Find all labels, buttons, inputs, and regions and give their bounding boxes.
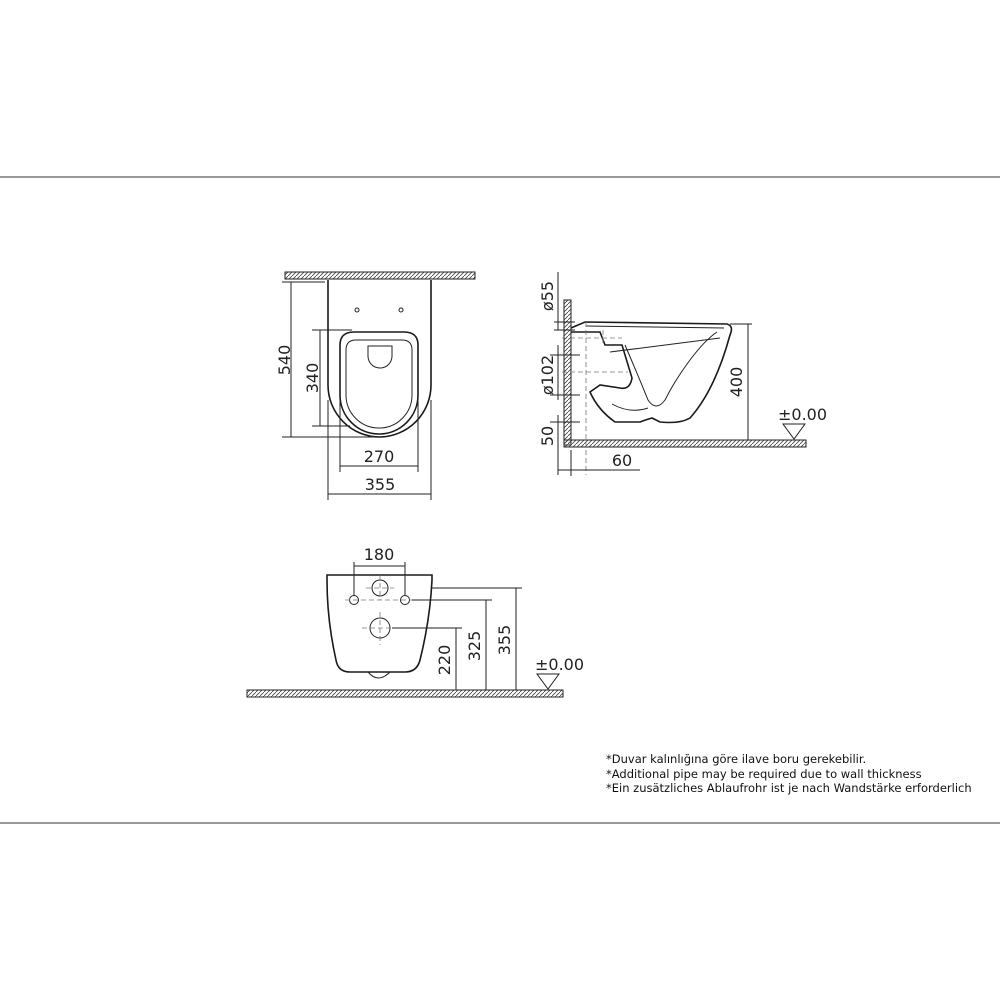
dim-depth-total: 540 xyxy=(275,344,294,376)
dim-fixing-distance: 180 xyxy=(363,545,395,564)
side-view-floor xyxy=(564,440,806,447)
dim-width-total: 355 xyxy=(364,475,396,494)
side-view-trap xyxy=(625,332,717,406)
footnotes xyxy=(606,752,972,796)
top-view-seat-inner xyxy=(346,340,412,428)
top-view-seat xyxy=(340,332,418,434)
dim-seat-width: 270 xyxy=(363,447,395,466)
side-view-rim-line xyxy=(586,326,724,328)
dim-rim-height: 400 xyxy=(727,366,746,398)
dim-bottom-offset: 50 xyxy=(538,425,557,447)
note-german: *Ein zusätzliches Ablaufrohr ist je nach Wandstärke erforderlich xyxy=(606,781,972,795)
dim-seat-depth: 340 xyxy=(303,362,322,394)
front-view-floor-level: ±0.00 xyxy=(535,655,585,674)
top-view-wall xyxy=(285,272,475,279)
top-view-flush-hole xyxy=(368,346,392,368)
front-view-floor xyxy=(247,690,563,697)
front-view-outlet xyxy=(368,672,390,678)
dim-outlet-diameter: ø55 xyxy=(538,280,557,312)
side-view-floor-level: ±0.00 xyxy=(778,405,828,424)
top-view xyxy=(275,272,475,500)
dim-drain-diameter: ø102 xyxy=(538,354,557,396)
top-view-bowl xyxy=(328,280,431,437)
top-view-fixing-hole-right xyxy=(399,308,403,312)
side-view-level-marker xyxy=(783,424,805,439)
side-view xyxy=(538,272,827,476)
front-view xyxy=(247,545,584,697)
note-turkish: *Duvar kalınlığına göre ilave boru gerekebilir. xyxy=(606,752,867,766)
dim-drain-height: 220 xyxy=(435,644,454,676)
top-view-fixing-hole-left xyxy=(355,308,359,312)
dim-fixing-height: 325 xyxy=(465,630,484,662)
dim-rim-height-front: 355 xyxy=(495,624,514,656)
front-view-level-marker xyxy=(537,674,559,689)
note-english: *Additional pipe may be required due to wall thickness xyxy=(606,766,922,781)
front-view-bowl xyxy=(327,575,432,672)
dim-wall-offset: 60 xyxy=(611,451,633,470)
